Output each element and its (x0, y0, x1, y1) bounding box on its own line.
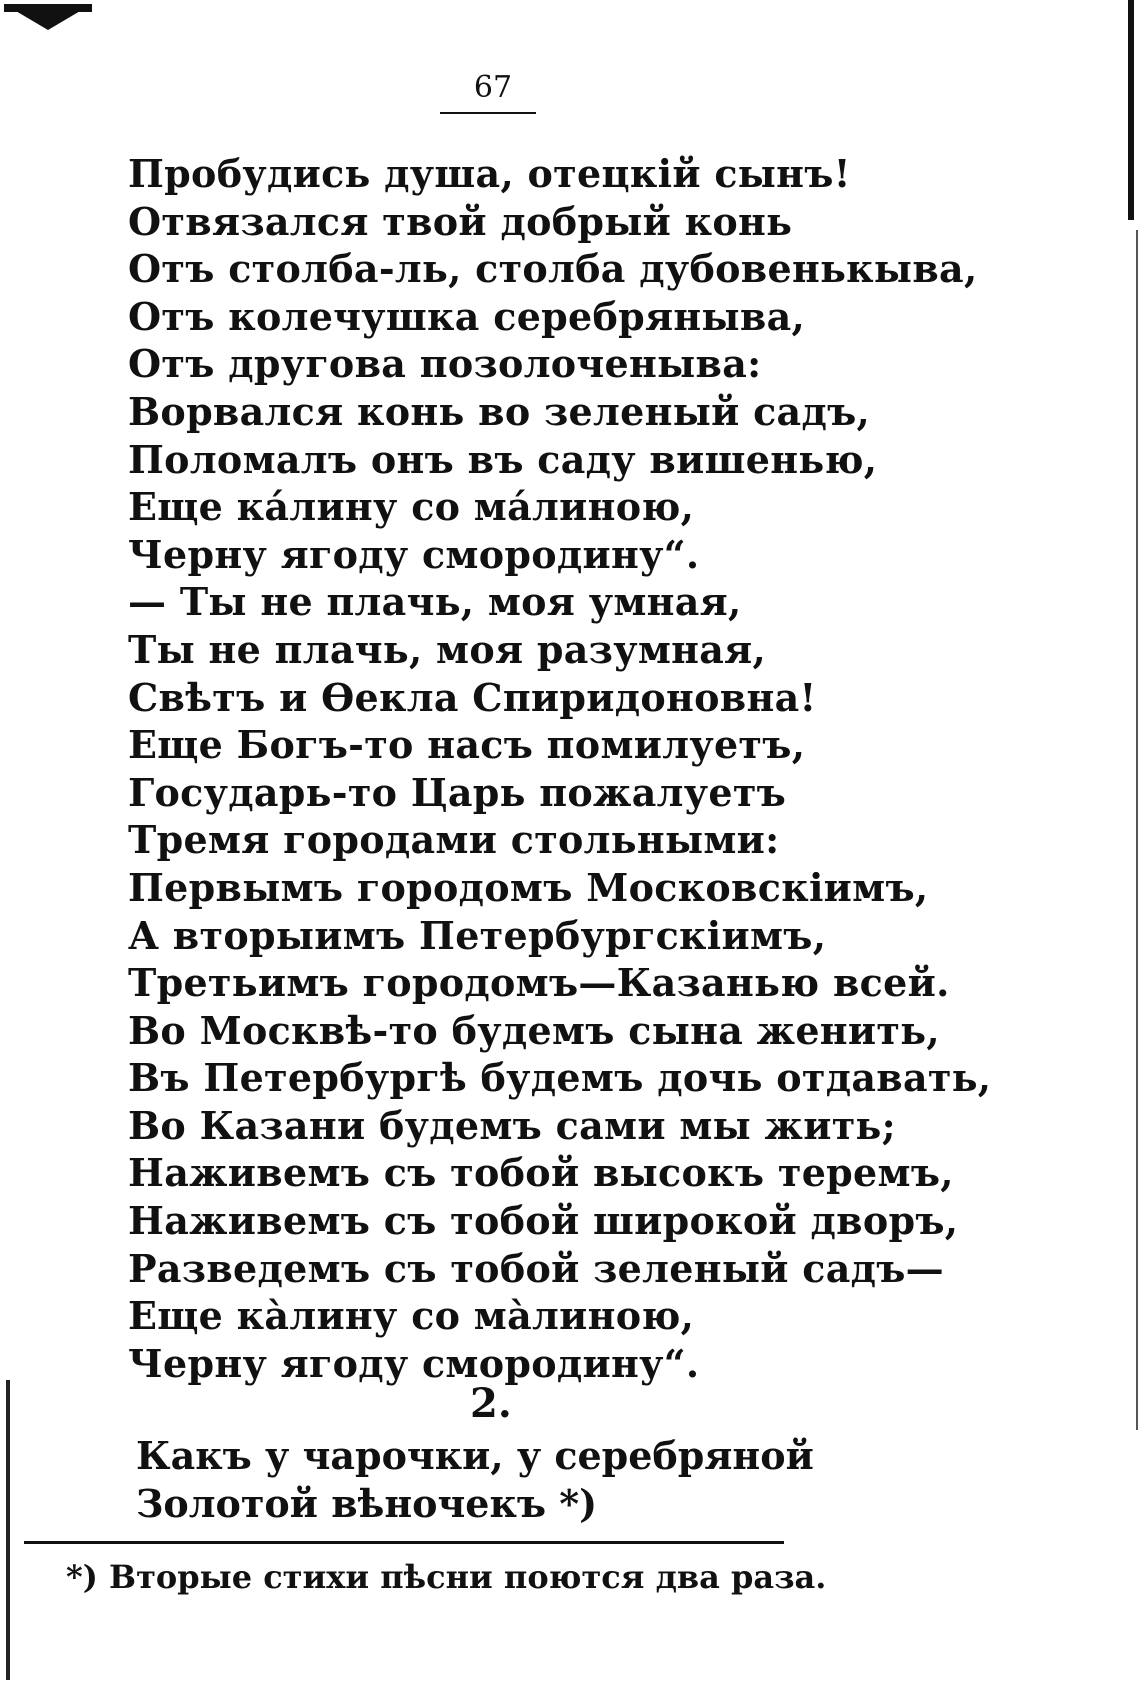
verse-line: Золотой вѣночекъ *) (136, 1481, 598, 1526)
page-number: 67 (473, 70, 513, 105)
verse-line: Ты не плачь, моя разумная, (128, 626, 767, 672)
verse-line: Первымъ городомъ Московскіимъ, (128, 864, 929, 910)
scan-corner-mark (4, 4, 92, 30)
verse-line: Въ Петербургѣ будемъ дочь отдавать, (128, 1055, 992, 1101)
section-verse-block (136, 1432, 814, 1528)
verse-line: — Ты не плачь, моя умная, (128, 579, 742, 625)
verse-line: Государь-то Царь пожалуетъ (128, 769, 787, 815)
verse-line: Тремя городами стольными: (128, 817, 780, 863)
verse-line: Черну ягоду смородину“. (128, 531, 700, 577)
verse-line: Какъ у чарочки, у серебряной (136, 1433, 814, 1478)
verse-line: Еще ка́лину со ма́линою, (128, 484, 695, 530)
scan-edge-right (1128, 0, 1134, 220)
verse-line: Поломалъ онъ въ саду вишенью, (128, 436, 878, 482)
footnote: *) Вторые стихи пѣсни поются два раза. (66, 1558, 827, 1596)
verse-line: Во Москвѣ-то будемъ сына женить, (128, 1007, 940, 1053)
verse-line: Третьимъ городомъ—Казанью всей. (128, 960, 950, 1006)
scan-edge-right-thin (1136, 230, 1138, 1430)
verse-line: Во Казани будемъ сами мы жить; (128, 1102, 896, 1148)
page-number-rule (440, 112, 536, 114)
verse-line: Разведемъ съ тобой зеленый садъ— (128, 1245, 944, 1291)
verse-line: А вторыимъ Петербургскіимъ, (128, 912, 827, 958)
scan-edge-left (6, 1380, 10, 1680)
verse-block (128, 150, 991, 1387)
verse-line: Отъ колечушка серебряныва, (128, 293, 806, 339)
verse-line: Отъ столба-ль, столба дубовенькыва, (128, 246, 978, 292)
verse-line: Наживемъ съ тобой широкой дворъ, (128, 1198, 959, 1244)
verse-line: Отвязался твой добрый конь (128, 198, 793, 244)
section-number: 2. (470, 1380, 512, 1427)
verse-line: Еще Богъ-то насъ помилуетъ, (128, 722, 806, 768)
verse-line: Наживемъ съ тобой высокъ теремъ, (128, 1150, 954, 1196)
verse-line: Черну ягоду смородину“. (128, 1340, 700, 1386)
verse-line: Пробудись душа, отецкій сынъ! (128, 151, 851, 196)
verse-line: Свѣтъ и Ѳекла Спиридоновна! (128, 674, 817, 720)
verse-line: Ворвался конь во зеленый садъ, (128, 388, 871, 434)
verse-line: Отъ другова позолоченыва: (128, 341, 762, 387)
verse-line: Еще ка̀лину со ма̀линою, (128, 1293, 695, 1339)
footnote-rule (24, 1541, 784, 1544)
